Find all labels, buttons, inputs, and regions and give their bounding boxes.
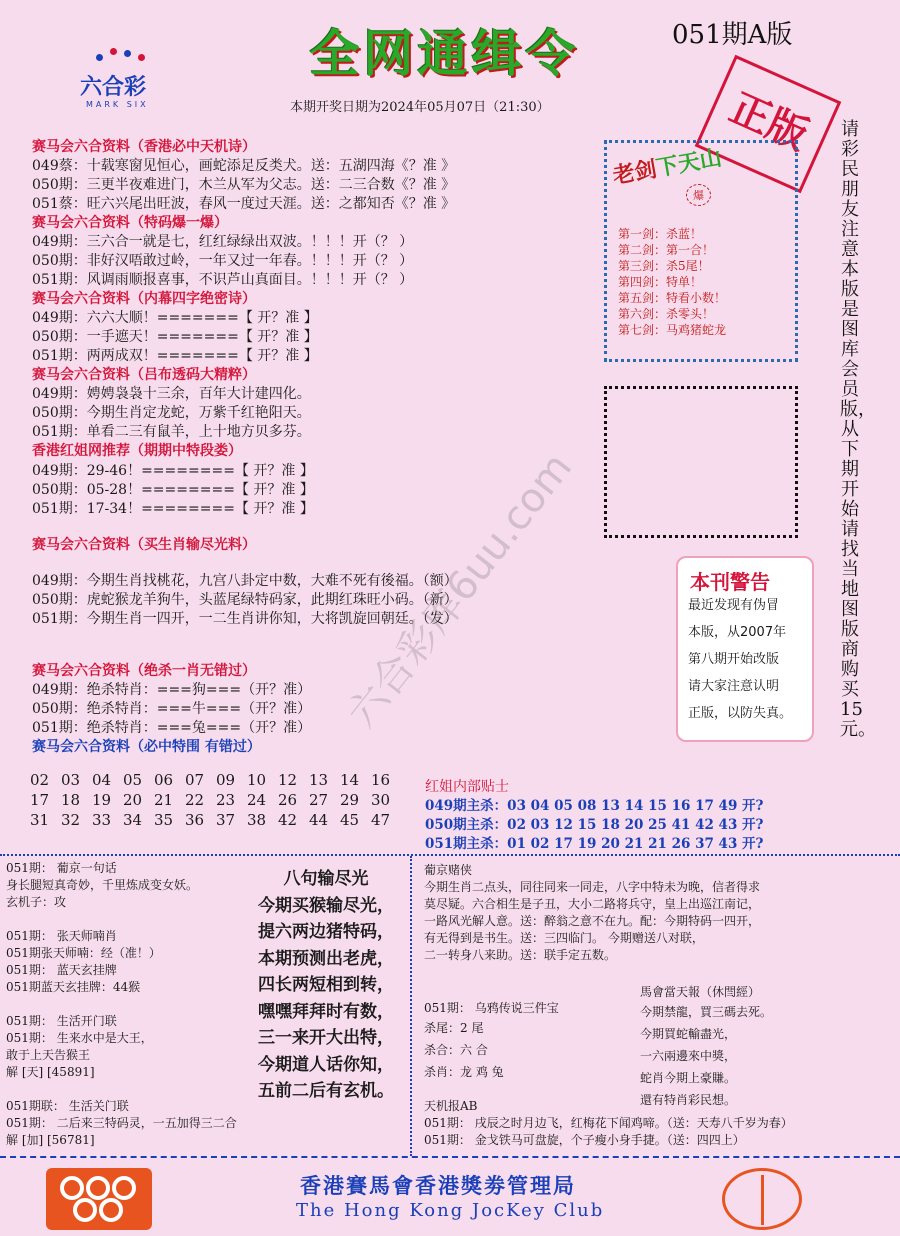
list-item: 今期道人话你知， [258,1054,394,1075]
number-cell: 10 [247,771,267,789]
section-zodiac [32,536,256,555]
number-cell: 32 [61,811,81,829]
list-item: 049期：三六合一就是七，红红绿绿出双波。！！！开（？ ） [32,234,414,250]
number-cell: 06 [154,771,174,789]
list-item [6,996,237,1013]
number-cell: 14 [340,771,360,789]
list-item [6,911,237,928]
warning-title: 本刊警告 [690,570,770,594]
number-cell: 35 [154,811,174,829]
list-item: 今期買蛇輸盡光， [640,1027,737,1041]
list-item: 杀合：六 合 [424,1043,488,1057]
bottom-left-column [6,860,237,1149]
list-item: 050期：绝杀特肖：===牛===（开？准） [32,701,312,717]
section-title: 051期： 乌鸦传说三件宝 [424,1001,559,1015]
list-item [6,1081,237,1098]
list-item: 049期：娉娉袅袅十三余，百年大计建四化。 [32,386,311,402]
section-title: 赛马会六合资料（吕布透码大精粹） [32,367,256,383]
mark-six-logo-sub: MARK SIX [86,100,149,109]
section-title: 赛马会六合资料（特码爆一爆） [32,215,228,231]
number-cell: 18 [61,791,81,809]
warning-lines [688,592,792,727]
list-item: 本版，从2007年 [688,625,787,640]
list-item: 一路风光解人意。送：醉翁之意不在九。配：今期特码一四开， [424,914,761,928]
list-item: 051期张天师喃：经（准！） [6,946,161,960]
hkjc-logo-icon [46,1168,152,1230]
section-zodiac-lines [32,572,458,629]
tianji-block [424,1098,793,1149]
watermark: 六合彩库6uu.com [338,444,581,737]
number-cell: 19 [92,791,112,809]
list-item: 第四剑：特单！ [618,275,703,289]
number-cell: 07 [185,771,205,789]
mark-six-logo: 六合彩 [80,75,147,100]
number-cell: 29 [340,791,360,809]
genuine-stamp: 正版 [695,55,842,194]
list-item: 051期：单看二三有鼠羊，上十地方贝多芬。 [32,424,311,440]
list-item: 051期： 张天师喃肖 [6,929,117,943]
number-cell: 33 [92,811,112,829]
poem-title: 八句输尽光 [283,869,369,889]
list-item: 051期：今期生肖一四开，一二生肖讲你知，大将凯旋回朝廷。（发） [32,611,458,627]
section-title: 赛马会六合资料（绝杀一肖无错过） [32,663,256,679]
list-item: 050期：今期生肖定龙蛇，万紫千红艳阳天。 [32,405,311,421]
list-item: 049期：今期生肖找桃花，九宫八卦定中数，大难不死有後福。（额） [32,573,458,589]
list-item: 玄机子：攻 [6,895,67,909]
number-cell: 20 [123,791,143,809]
list-item: 還有特肖彩民想。 [640,1093,737,1107]
list-item: 049期主杀：03 04 05 08 13 14 15 16 17 49 开? [425,798,764,814]
gambler-block [424,862,760,964]
page-title: 全网通缉令 [309,25,580,83]
sword-list [618,226,726,338]
number-cell: 37 [216,811,236,829]
blast-badge: 爆 [686,184,711,206]
empty-box [604,386,798,538]
number-cell: 12 [278,771,298,789]
list-item: 第六剑：杀零头！ [618,307,715,321]
list-item: 050期：05-28！========【 开？准 】 [32,482,314,498]
section-heavenly-poem [32,138,455,461]
list-item: 正版，以防失真。 [688,706,793,721]
section-title: 赛马会六合资料（必中特围 有错过） [32,739,261,755]
list-item: 050期：虎蛇猴龙羊狗牛，头蓝尾绿特码家，此期红珠旺小码。（新） [32,592,458,608]
number-cell: 47 [371,811,391,829]
number-cell: 44 [309,811,329,829]
list-item: 第八期开始改版 [688,652,780,667]
number-cell: 04 [92,771,112,789]
list-item: 本期预测出老虎， [258,948,394,969]
list-item: 三一来开大出特， [258,1028,394,1048]
list-item: 第七剑：马鸡猪蛇龙 [618,323,727,337]
vertical-notice: 请彩民朋友注意本版是图库会员版，从下期开始请找当地图版商购买15元。 [840,119,876,740]
crow-block [424,1000,559,1083]
list-item: 今期禁龍，買三碼去死。 [640,1005,773,1019]
number-cell: 24 [247,791,267,809]
draw-date: 本期开奖日期为2024年05月07日（21:30） [290,100,550,115]
list-item: 第二剑：第一合！ [618,243,715,257]
number-grid [30,770,402,830]
list-item: 051期： 葡京一句话 [6,861,117,875]
number-cell: 13 [309,771,329,789]
number-cell: 03 [61,771,81,789]
list-item: 今期生肖二点头，同往同来一同走，八字中特未为晚，信者得求 [424,880,761,894]
number-cell: 36 [185,811,205,829]
number-cell: 16 [371,771,391,789]
list-item: 有无得到是书生。送：三四临门。 今期赠送八对联， [424,931,704,945]
divider [410,856,412,1156]
number-cell: 09 [216,771,236,789]
list-item: 051期： 生活开门联 [6,1014,117,1028]
list-item: 提六两边猪特码， [258,922,394,942]
insider-tips [425,778,763,854]
list-item: 051期：两两成双！=======【 开？准 】 [32,348,318,364]
list-item: 身长腿短真奇妙，千里炼成变女妖。 [6,878,199,892]
list-item: 049期：绝杀特肖：===狗===（开？准） [32,682,312,698]
list-item: 051期： 生来水中是大王， [6,1031,153,1045]
divider [0,1156,900,1158]
section-title: 香港红姐网推荐（期期中特段娄） [32,443,242,459]
list-item: 解 [加] [56781] [6,1133,95,1147]
number-cell: 17 [30,791,50,809]
list-item: 五前二后有玄机。 [258,1081,394,1101]
section-title: 葡京赌侠 [424,863,473,877]
list-item: 049期：六六大顺！=======【 开？准 】 [32,310,318,326]
list-item: 051期主杀：01 02 17 19 20 21 21 26 37 43 开? [425,836,764,852]
section-title: 赛马会六合资料（香港必中天机诗） [32,139,256,155]
section-title: 红姐内部贴士 [425,779,509,795]
number-cell: 45 [340,811,360,829]
list-item: 051期：17-34！========【 开？准 】 [32,501,314,517]
list-item: 四长两短相到转， [258,975,394,995]
list-item: 051期： 二后来三特码灵，一五加得三二合 [6,1116,237,1130]
emblem-icon [722,1168,802,1230]
number-cell: 21 [154,791,174,809]
list-item: 第五剑：特看小数！ [618,291,727,305]
list-item: 请大家注意认明 [688,679,780,694]
number-row [30,790,402,810]
section-hongjie [32,462,314,519]
section-kill-one [32,662,311,757]
list-item: 049期：29-46！========【 开？准 】 [32,463,314,479]
list-item: 一六兩邊來中獎， [640,1049,737,1063]
sword-title-a: 老剑 [611,157,659,190]
footer-org-cn: 香港賽馬會香港獎劵管理局 [300,1173,576,1198]
list-item: 051期：风调雨顺报喜事，不识芦山真面目。！！！开（？ ） [32,272,414,288]
section-title: 馬會當天報（休閆經） [640,985,761,999]
list-item: 解 [天] [45891] [6,1065,95,1079]
list-item: 051期联： 生活关门联 [6,1099,129,1113]
section-title: 赛马会六合资料（买生肖输尽光料） [32,537,256,553]
number-cell: 27 [309,791,329,809]
list-item: 051期：绝杀特肖：===兔===（开？准） [32,720,312,736]
edition-label: 051期A版 [672,20,793,50]
number-cell: 38 [247,811,267,829]
list-item: 第三剑：杀5尾！ [618,259,710,273]
list-item: 050期主杀：02 03 12 15 18 20 25 41 42 43 开? [425,817,764,833]
list-item: 051蔡：旺六兴尾出旺波，春风一度过天涯。送：之都知否《？准 》 [32,196,456,212]
section-title: 赛马会六合资料（内幕四字绝密诗） [32,291,256,307]
number-row [30,810,402,830]
list-item: 051期： 金戈铁马可盘旋，个子瘦小身手捷。（送：四四上） [424,1133,745,1147]
divider [0,854,900,856]
number-cell: 26 [278,791,298,809]
list-item: 050期：三更半夜难进门，木兰从军为父志。送：二三合数《？准 》 [32,177,456,193]
number-cell: 23 [216,791,236,809]
list-item: 最近发现有伪冒 [688,598,780,613]
list-item: 049蔡：十载寒窗见恒心，画蛇添足反类犬。送：五湖四海《？准 》 [32,158,456,174]
number-cell: 05 [123,771,143,789]
number-cell: 02 [30,771,50,789]
poem-block [258,866,394,1105]
horse-block [640,984,772,1111]
number-cell: 34 [123,811,143,829]
list-item: 第一剑：杀蓝！ [618,227,703,241]
list-item: 051期蓝天玄挂牌：44猴 [6,980,141,994]
list-item: 二一转身八来助。送：联手定五数。 [424,948,617,962]
list-item: 杀尾：2 尾 [424,1021,484,1035]
number-cell: 31 [30,811,50,829]
number-row [30,770,402,790]
number-cell: 42 [278,811,298,829]
list-item: 051期： 戌辰之时月边飞，红梅花下闻鸡啼。（送：天寿八千岁为春） [424,1116,793,1130]
section-title: 天机报AB [424,1099,478,1113]
sword-title-b: 下天山 [654,145,724,182]
number-cell: 22 [185,791,205,809]
footer-org-en: The Hong Kong JocKey Club [296,1200,605,1221]
list-item: 嘿嘿拜拜时有数， [258,1001,394,1022]
number-cell: 30 [371,791,391,809]
list-item: 今期买猴输尽光， [258,895,394,916]
list-item: 敢于上天告猴王 [6,1048,91,1062]
list-item: 莫尽疑。六合相生是子丑，大小二路将兵守，皇上出巡江南记， [424,897,761,911]
list-item: 051期： 蓝天玄挂牌 [6,963,117,977]
list-item: 杀肖：龙 鸡 兔 [424,1065,504,1079]
list-item: 050期：非好汉唔敢过岭，一年又过一年春。！！！开（？ ） [32,253,414,269]
list-item: 050期：一手遮天！=======【 开？准 】 [32,329,318,345]
list-item: 蛇肖今期上豪賺。 [640,1071,737,1085]
